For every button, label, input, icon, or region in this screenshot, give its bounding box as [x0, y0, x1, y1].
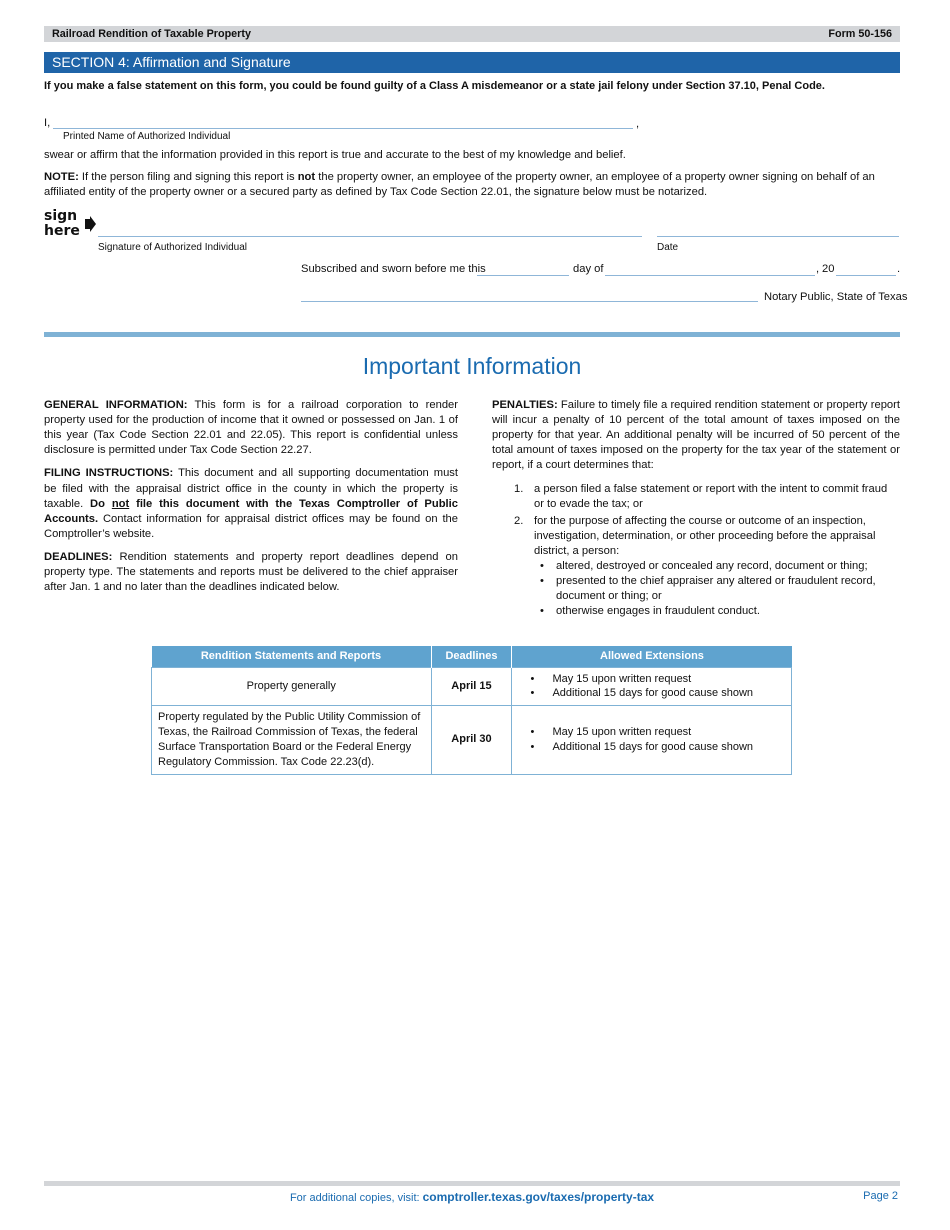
sworn-year-field[interactable] [836, 275, 896, 276]
sign-here-line-2: here [44, 223, 80, 239]
list-item [492, 482, 900, 512]
sworn-comma: , [816, 263, 820, 275]
footer-link[interactable]: comptroller.texas.gov/taxes/property-tax [422, 1190, 655, 1204]
sub-list-text: otherwise engages in fraudulent conduct. [556, 605, 760, 618]
list-number: 2. [514, 514, 524, 527]
right-column [492, 398, 900, 622]
form-number: Form 50-156 [828, 28, 892, 40]
extension-item [518, 672, 785, 687]
extension-item [518, 725, 785, 740]
list-item [492, 514, 900, 620]
printed-suffix: , [636, 118, 640, 130]
signature-field[interactable] [98, 236, 642, 237]
deadline-cell: April 15 [431, 667, 512, 706]
notary-label: Notary Public, State of Texas [764, 291, 908, 303]
bullet-icon: • [540, 605, 544, 618]
extension-item [518, 740, 785, 755]
printed-name-label: Printed Name of Authorized Individual [63, 131, 231, 142]
table-row [152, 667, 792, 706]
extension-text: Additional 15 days for good cause shown [552, 687, 754, 700]
date-field[interactable] [657, 236, 899, 237]
table-header-row [152, 646, 792, 667]
list-text: for the purpose of affecting the course or outcome of an inspection, investigation, determination, or other proceeding before the appraisal district, a person: [534, 514, 876, 557]
sworn-row [301, 262, 901, 278]
extensions-cell [512, 706, 792, 774]
bullet-icon: • [540, 575, 544, 588]
filing-text-1: This document and all supporting documentation must be filed with the appraisal district office in the county in which the property is taxable. [44, 467, 459, 510]
sign-here-marker [44, 209, 80, 239]
note-label: NOTE: [44, 171, 79, 183]
bullet-icon: • [530, 687, 535, 700]
sub-list-text: presented to the chief appraiser any altered or fraudulent record, document or thing; or [556, 575, 876, 603]
day-of-text: day of [573, 263, 604, 275]
arrow-right-icon [84, 216, 96, 232]
column-header: Deadlines [431, 646, 512, 667]
year-suffix: . [897, 263, 901, 275]
section-divider [44, 332, 900, 337]
important-title: Important Information [362, 353, 582, 379]
filing-not: not [111, 497, 130, 510]
page-number: Page 2 [863, 1190, 898, 1202]
penalties-text: Failure to timely file a required rendition statement or property report will incur a penalty of 10 percent of the total amount of taxes imposed on the property for that year. An additional penalty will be incurred of 50 percent of the total amount of taxes imposed on the property for the tax year of the statement or report, if a court determines that: [492, 399, 900, 472]
deadlines-table [151, 646, 792, 775]
penalties-info [492, 398, 900, 474]
bullet-icon: • [530, 672, 535, 685]
extension-text: May 15 upon written request [552, 672, 692, 685]
bullet-icon: • [540, 560, 544, 573]
table-row [152, 706, 792, 774]
sworn-day-field[interactable] [477, 275, 569, 276]
sworn-text: Subscribed and sworn before me this [301, 263, 486, 275]
bullet-icon: • [530, 740, 535, 753]
note-text-1: If the person filing and signing this report is [78, 171, 298, 183]
penalties-list [492, 482, 900, 620]
sign-here-line-1: sign [44, 208, 78, 224]
printed-name-field[interactable] [53, 128, 633, 129]
perjury-warning: If you make a false statement on this form, you could be found guilty of a Class A misdemeanor or a state jail felony under Section 37.10, Penal Code. [44, 80, 825, 92]
sub-list [534, 559, 900, 619]
signature-label: Signature of Authorized Individual [98, 242, 247, 253]
deadlines-info [44, 550, 458, 595]
property-type-cell: Property generally [152, 667, 432, 706]
printed-prefix: I, [44, 117, 51, 129]
property-type-cell: Property regulated by the Public Utility Commission of Texas, the Railroad Commission of Texas, the federal Surface Transportation Board or the Federal Energy Regulatory Commission. Tax Code 22.23(d). [152, 706, 432, 774]
year-prefix: 20 [822, 263, 835, 275]
form-title: Railroad Rendition of Taxable Property [52, 28, 251, 40]
note-text-2: the property owner, an employee of the property owner, an employee of a property owner signing on behalf of an affiliated entity of the property owner or a secured party as defined by Tax Code Section 22.01, the signature below must be notarized. [44, 171, 875, 199]
sub-list-item [534, 559, 900, 574]
general-label: GENERAL INFORMATION: [44, 399, 188, 411]
extension-text: Additional 15 days for good cause shown [552, 740, 754, 753]
notary-note [44, 170, 900, 200]
penalties-label: PENALTIES: [492, 399, 558, 411]
filing-label: FILING INSTRUCTIONS: [44, 467, 174, 480]
column-header: Allowed Extensions [512, 646, 792, 667]
general-text: This form is for a railroad corporation to render property used for the production of income that it owned or possessed on Jan. 1 of this year (Tax Code Section 22.01 and 22.05). This report is confidential unless disclosure is permitted under Tax Code Section 22.27. [44, 399, 458, 457]
date-label: Date [657, 242, 679, 253]
form-header [44, 26, 900, 42]
notary-signature-field[interactable] [301, 301, 758, 302]
bullet-icon: • [530, 726, 535, 739]
section-title: SECTION 4: Affirmation and Signature [44, 52, 900, 73]
general-info [44, 398, 458, 458]
extension-item [518, 686, 785, 701]
printed-name-row [44, 116, 640, 130]
sub-list-text: altered, destroyed or concealed any record, document or thing; [556, 560, 868, 573]
sub-list-item [534, 604, 900, 619]
list-number: 1. [514, 482, 524, 495]
sub-list-item [534, 574, 900, 604]
list-text: a person filed a false statement or report with the intent to commit fraud or to evade the tax; or [534, 482, 888, 510]
filing-bold-1: Do [90, 497, 112, 510]
extension-text: May 15 upon written request [552, 726, 692, 739]
filing-bold-2: file this document with the Texas Comptroller of Public Accounts. [44, 497, 458, 525]
filing-instructions [44, 466, 458, 542]
footer-prefix: For additional copies, visit: [289, 1192, 423, 1204]
column-header: Rendition Statements and Reports [152, 646, 432, 667]
extensions-cell [512, 667, 792, 706]
left-column [44, 398, 458, 603]
swear-statement: swear or affirm that the information provided in this report is true and accurate to the best of my knowledge and belief. [44, 149, 626, 161]
deadlines-text: Rendition statements and property report deadlines depend on property type. The statements and reports must be delivered to the chief appraiser after Jan. 1 and no later than the deadlines indicated below. [44, 550, 458, 594]
note-not: not [297, 171, 316, 183]
deadline-cell: April 30 [431, 706, 512, 774]
sworn-month-field[interactable] [605, 275, 815, 276]
deadlines-label: DEADLINES: [44, 550, 113, 563]
footer-divider [44, 1181, 900, 1186]
footer-copies [44, 1189, 900, 1206]
filing-text-2: Contact information for appraisal district offices may be found on the Comptroller’s website. [44, 512, 458, 540]
